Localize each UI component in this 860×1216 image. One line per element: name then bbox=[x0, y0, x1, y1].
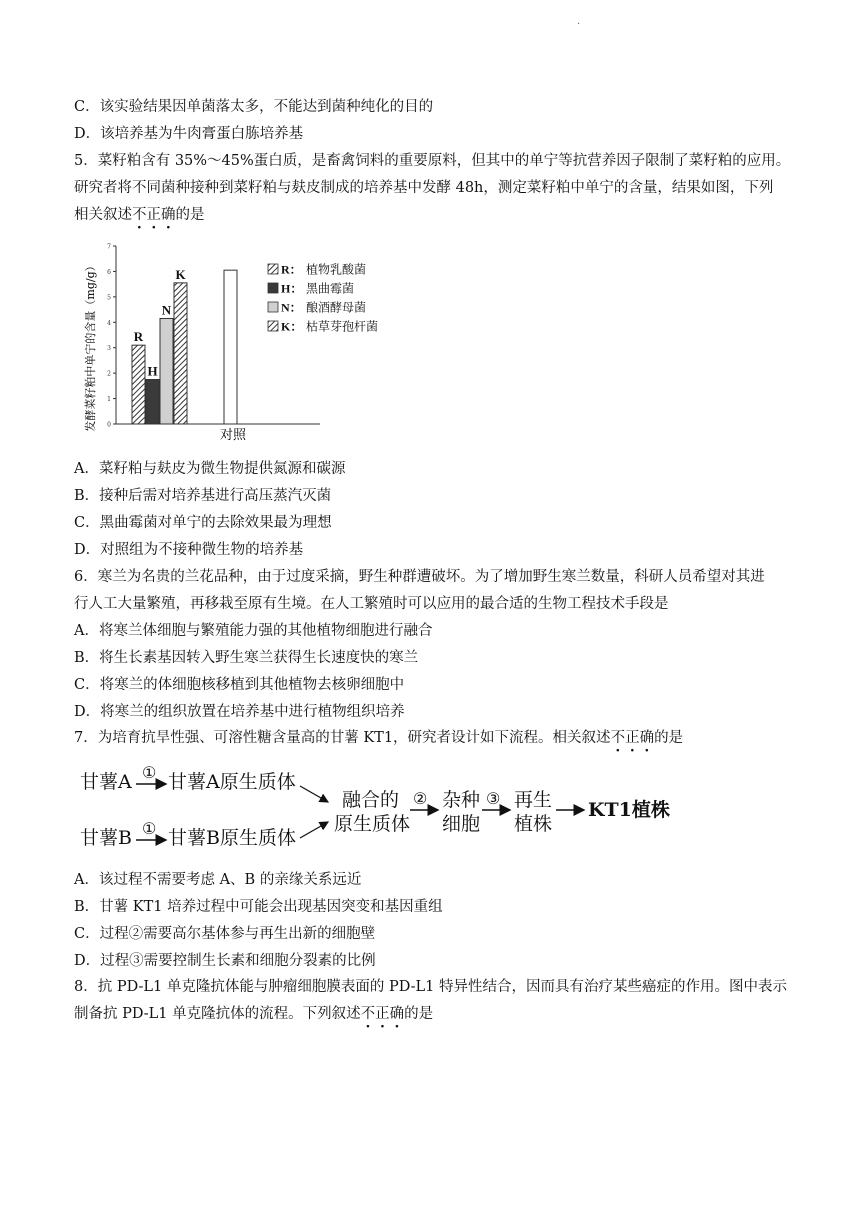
step-2: ② bbox=[413, 789, 428, 808]
question-8-line-1: 8．抗 PD-L1 单克隆抗体能与肿瘤细胞膜表面的 PD-L1 特异性结合，因而具有治疗某些癌症的作用。图中表示 bbox=[74, 979, 787, 995]
bar-H bbox=[146, 380, 159, 425]
bar-K bbox=[174, 283, 187, 424]
option-5a: A．菜籽粕与麸皮为微生物提供氮源和碳源 bbox=[74, 461, 346, 477]
y-tick-label: 3 bbox=[107, 345, 111, 353]
source-a: 甘薯A bbox=[80, 771, 132, 793]
arrow-a-to-fused bbox=[300, 786, 328, 802]
y-ticks bbox=[107, 244, 116, 429]
bar-label-N: N bbox=[161, 302, 172, 318]
option-7d: D．过程③需要控制生长素和细胞分裂素的比例 bbox=[74, 953, 376, 969]
regen-line-2: 植株 bbox=[514, 813, 553, 835]
legend-label: 植物乳酸菌 bbox=[306, 262, 367, 277]
option-5d: D．对照组为不接种微生物的培养基 bbox=[74, 542, 304, 558]
protoplast-b: 甘薯B原生质体 bbox=[168, 827, 296, 849]
y-tick-label: 7 bbox=[107, 243, 111, 251]
question-5-line-3: 相关叙述不正确的是 bbox=[74, 207, 205, 223]
bar-N bbox=[160, 318, 173, 424]
header-mark: . bbox=[577, 16, 581, 27]
x-axis-label: 对照 bbox=[219, 428, 247, 443]
y-tick-label: 5 bbox=[107, 294, 111, 302]
option-6d: D．将寒兰的组织放置在培养基中进行植物组织培养 bbox=[74, 704, 405, 720]
bar-label-K: K bbox=[175, 266, 186, 282]
fused-line-1: 融合的 bbox=[342, 789, 400, 811]
option-6c: C．将寒兰的体细胞核移植到其他植物去核卵细胞中 bbox=[74, 677, 405, 693]
option-6a: A．将寒兰体细胞与繁殖能力强的其他植物细胞进行融合 bbox=[74, 623, 433, 639]
option-4c: C．该实验结果因单菌落太多，不能达到菌种纯化的目的 bbox=[74, 99, 434, 115]
bar-label-H: H bbox=[147, 363, 158, 379]
fusion-flow-diagram bbox=[78, 758, 718, 858]
legend-label: 酿酒酵母菌 bbox=[306, 300, 367, 315]
option-5c: C．黑曲霉菌对单宁的去除效果最为理想 bbox=[74, 515, 332, 531]
legend-label: 黑曲霉菌 bbox=[306, 281, 355, 296]
final-product: KT1植株 bbox=[588, 799, 670, 821]
y-tick-label: 6 bbox=[107, 268, 111, 276]
tannin-bar-chart bbox=[80, 238, 410, 448]
legend-key: H： bbox=[281, 281, 303, 296]
bar-control bbox=[224, 270, 237, 424]
option-6b: B．将生长素基因转入野生寒兰获得生长速度快的寒兰 bbox=[74, 650, 419, 666]
question-7-line-1: 7．为培育抗旱性强、可溶性糖含量高的甘薯 KT1，研究者设计如下流程。相关叙述不正确的是 bbox=[74, 730, 684, 746]
legend-key: K： bbox=[281, 319, 303, 334]
option-5b: B．接种后需对培养基进行高压蒸汽灭菌 bbox=[74, 488, 332, 504]
option-7b: B．甘薯 KT1 培养过程中可能会出现基因突变和基因重组 bbox=[74, 899, 443, 915]
y-tick-label: 0 bbox=[107, 421, 111, 429]
question-5-line-2: 研究者将不同菌种接种到菜籽粕与麸皮制成的培养基中发酵 48h，测定菜籽粕中单宁的含量，结果如图，下列 bbox=[74, 180, 774, 196]
step-3: ③ bbox=[486, 789, 501, 808]
y-tick-label: 2 bbox=[107, 370, 111, 378]
chart-legend bbox=[268, 262, 378, 334]
option-7c: C．过程②需要高尔基体参与再生出新的细胞壁 bbox=[74, 926, 376, 942]
bars bbox=[132, 270, 237, 424]
y-tick-label: 1 bbox=[107, 396, 111, 404]
question-6-line-2: 行人工大量繁殖，再移栽至原有生境。在人工繁殖时可以应用的最合适的生物工程技术手段是 bbox=[74, 596, 669, 612]
legend-key: N： bbox=[281, 300, 302, 315]
legend-swatch bbox=[268, 321, 278, 331]
question-5-line-1: 5．菜籽粕含有 35%～45%蛋白质，是畜禽饲料的重要原料，但其中的单宁等抗营养因子限制了菜籽粕的应用。 bbox=[74, 153, 791, 169]
y-tick-label: 4 bbox=[107, 319, 111, 327]
option-7a: A．该过程不需要考虑 A、B 的亲缘关系远近 bbox=[74, 872, 362, 888]
bar-R bbox=[132, 345, 145, 424]
y-axis-label: 发酵菜籽粕中单宁的含量（mg/g） bbox=[84, 260, 97, 432]
hybrid-line-1: 杂种 bbox=[442, 789, 481, 811]
option-4d: D．该培养基为牛肉膏蛋白胨培养基 bbox=[74, 126, 304, 142]
legend-label: 枯草芽孢杆菌 bbox=[306, 319, 379, 334]
bar-label-R: R bbox=[133, 329, 144, 345]
legend-swatch bbox=[268, 283, 278, 293]
hybrid-line-2: 细胞 bbox=[442, 813, 481, 835]
legend-swatch bbox=[268, 264, 278, 274]
step-1-a: ① bbox=[142, 763, 157, 782]
step-1-b: ① bbox=[142, 819, 157, 838]
question-6-line-1: 6．寒兰为名贵的兰花品种，由于过度采摘，野生种群遭破坏。为了增加野生寒兰数量，科研人员希望对其进 bbox=[74, 569, 765, 585]
protoplast-a: 甘薯A原生质体 bbox=[168, 771, 296, 793]
source-b: 甘薯B bbox=[80, 827, 132, 849]
legend-key: R： bbox=[281, 262, 302, 277]
arrow-b-to-fused bbox=[300, 822, 328, 838]
fused-line-2: 原生质体 bbox=[334, 813, 411, 835]
legend-swatch bbox=[268, 302, 278, 312]
regen-line-1: 再生 bbox=[514, 789, 553, 811]
question-8-line-2: 制备抗 PD-L1 单克隆抗体的流程。下列叙述不正确的是 bbox=[74, 1006, 434, 1022]
